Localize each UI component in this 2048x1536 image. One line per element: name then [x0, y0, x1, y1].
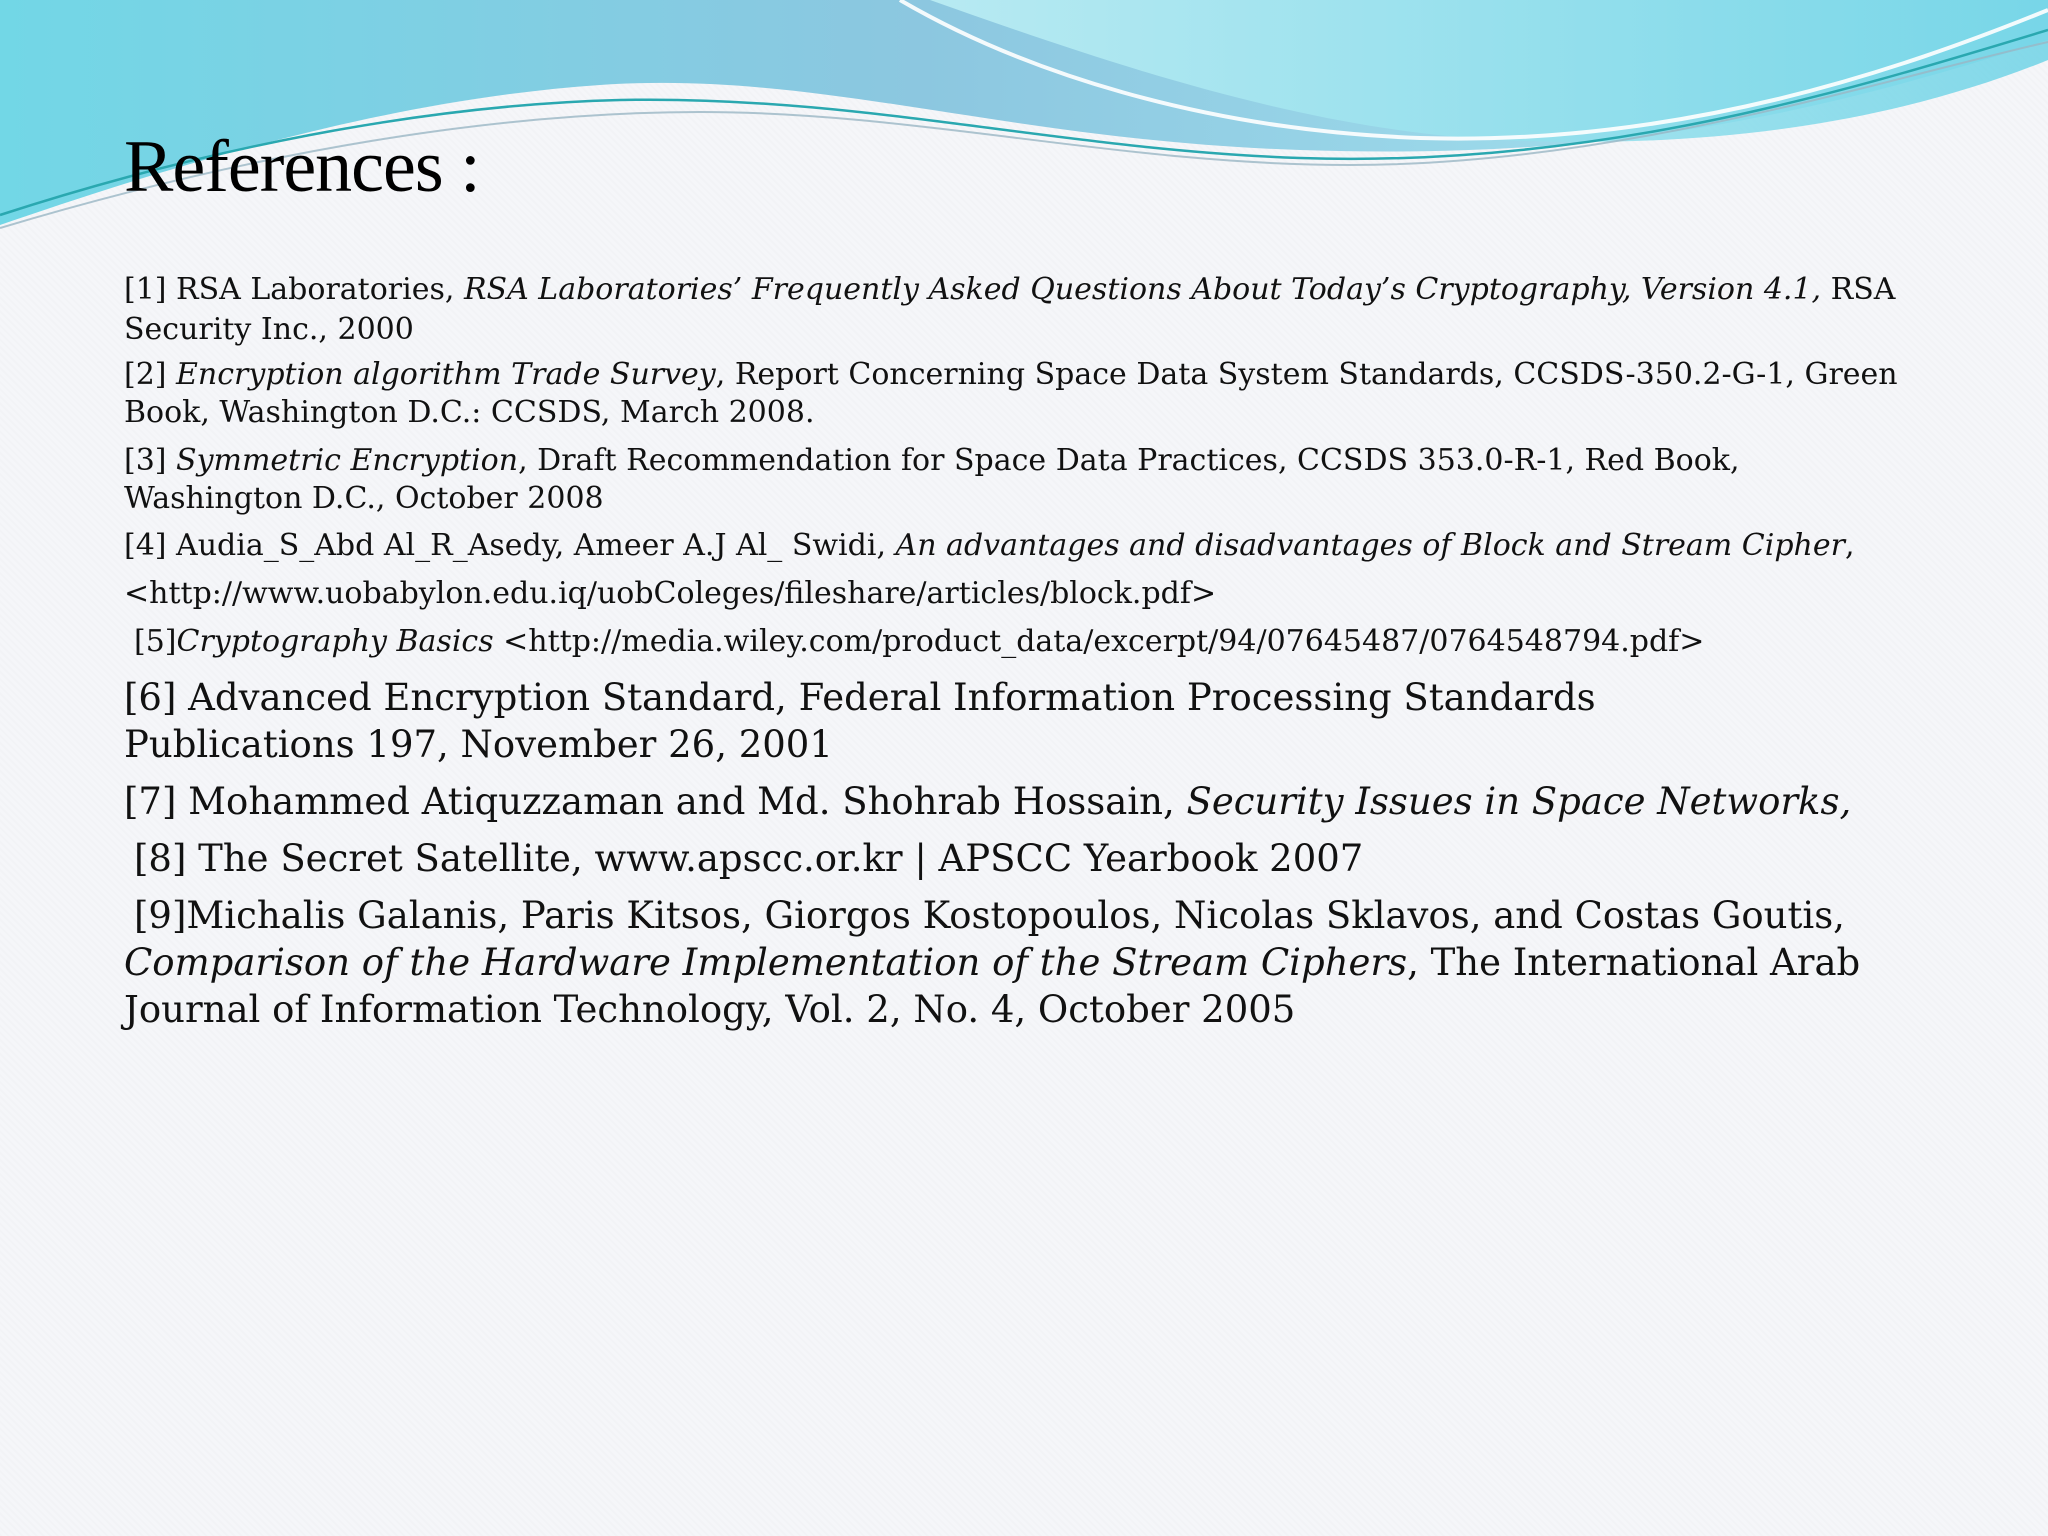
reference-item-7: [7] Mohammed Atiquzzaman and Md. Shohrab Hossain, Security Issues in Space Networks, [124, 780, 1852, 823]
reference-item-2: [2] Encryption algorithm Trade Survey, Report Concerning Space Data System Standards, CCSDS-350.2-G-1, Green Book, Washington D.C.: CCSDS, March 2008. [124, 357, 1898, 430]
reference-item-8: [8] The Secret Satellite, www.apscc.or.kr | APSCC Yearbook 2007 [134, 837, 1364, 880]
slide-title: References : [124, 126, 480, 208]
reference-item-1: [1] RSA Laboratories, RSA Laboratories’ Frequently Asked Questions About Today’s Cryptography, Version 4.1, RSA Security Inc., 2000 [124, 272, 1896, 347]
references-list [124, 270, 1924, 1033]
reference-item-6: [6] Advanced Encryption Standard, Federal Information Processing Standards Publications 197, November 26, 2001 [124, 676, 1596, 766]
reference-item-3: [3] Symmetric Encryption, Draft Recommendation for Space Data Practices, CCSDS 353.0-R-1, Red Book, Washington D.C., October 2008 [124, 443, 1740, 516]
reference-item-4: [4] Audia_S_Abd Al_R_Asedy, Ameer A.J Al_ Swidi, An advantages and disadvantages of Block and Stream Cipher, <http://www.uobabylon.edu.iq/uobColeges/fileshare/articles/block.pdf> [124, 528, 1855, 611]
reference-item-9: [9]Michalis Galanis, Paris Kitsos, Giorgos Kostopoulos, Nicolas Sklavos, and Costas Goutis, Comparison of the Hardware Implementation of the Stream Ciphers, The International Arab Journal of Information Technology, Vol. 2, No. 4, October 2005 [124, 894, 1861, 1031]
reference-item-5: [5]Cryptography Basics <http://media.wiley.com/product_data/excerpt/94/07645487/0764548794.pdf> [134, 624, 1705, 659]
